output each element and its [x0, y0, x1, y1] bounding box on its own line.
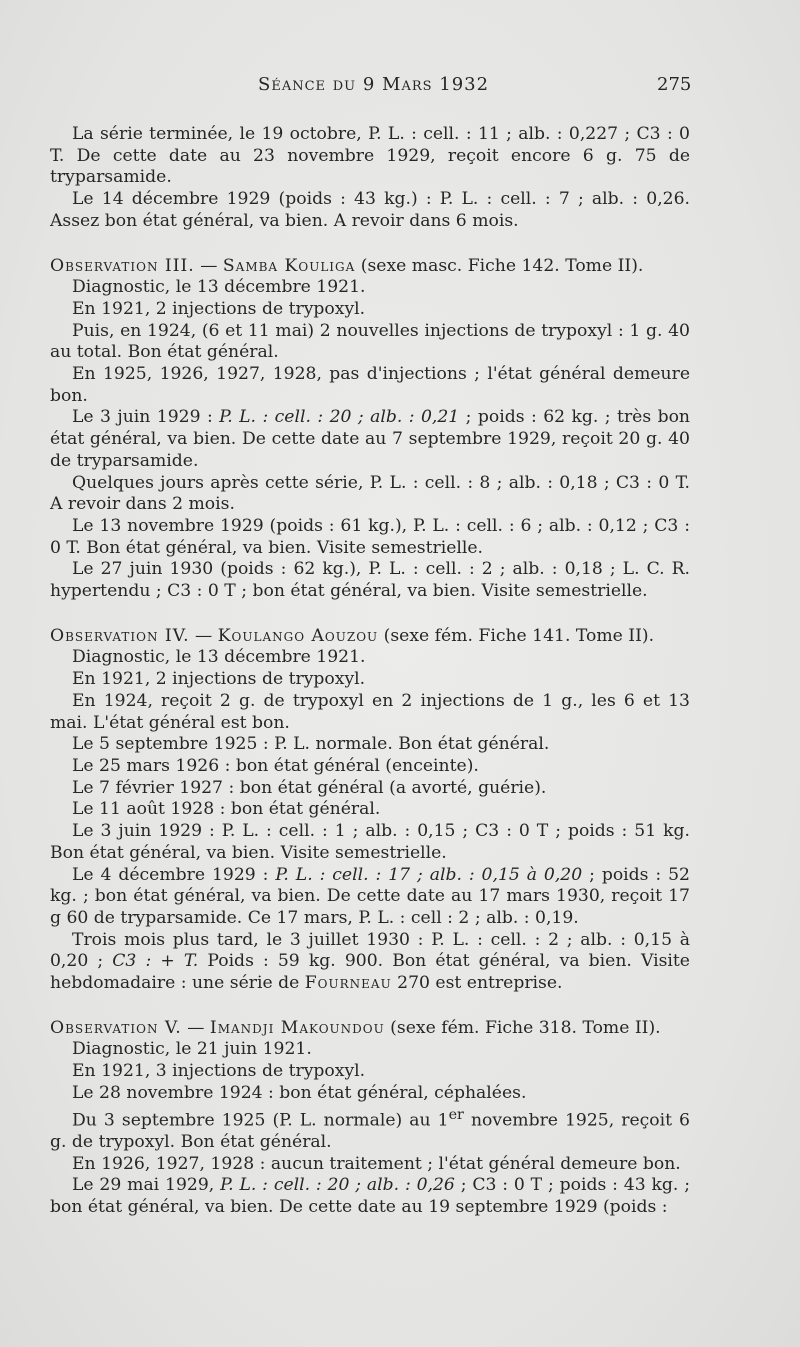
paragraph: Puis, en 1924, (6 et 11 mai) 2 nouvelles injections de trypoxyl : 1 g. 40 au total. Bon état général. — [50, 320, 690, 363]
italic-run: P. L. : cell. : 20 ; alb. : 0,26 — [220, 1175, 455, 1196]
text-run: Le 4 décembre 1929 : — [72, 864, 276, 885]
observation-4-heading — [50, 626, 690, 648]
italic-run: C3 : + T. — [112, 951, 199, 972]
paragraph — [50, 865, 690, 930]
body-text — [50, 124, 690, 1219]
italic-run: P. L. : cell. : 20 ; alb. : 0,21 — [219, 407, 460, 428]
small-caps-run: Fourneau — [304, 973, 392, 994]
dash: — — [181, 1017, 210, 1038]
text-run: ; poids : 62 kg. ; très bon état général, va bien. De cette date au 7 septembre 1929, reçoit 20 g. 40 de tryparsamide. — [50, 407, 690, 471]
paragraph — [50, 930, 690, 995]
running-head: Séance du 9 Mars 1932 — [258, 74, 490, 95]
paragraph: Le 27 juin 1930 (poids : 62 kg.), P. L. : cell. : 2 ; alb. : 0,18 ; L. C. R. hypertendu ; C3 : 0 T ; bon état général, va bien. Visite semestrielle. — [50, 559, 690, 602]
dash: — — [194, 255, 223, 276]
observation-3-heading — [50, 256, 690, 278]
text-run: novembre 1925, reçoit 6 g. de trypoxyl. Bon état général. — [50, 1110, 690, 1152]
heading-details: (sexe masc. Fiche 142. Tome II). — [355, 255, 644, 276]
paragraph: Le 11 août 1928 : bon état général. — [72, 799, 381, 820]
patient-name: Koulango Aouzou — [217, 625, 379, 646]
paragraph: Diagnostic, le 13 décembre 1921. — [72, 647, 366, 668]
paragraph: Diagnostic, le 21 juin 1921. — [72, 1039, 312, 1060]
paragraph: Le 25 mars 1926 : bon état général (enceinte). — [72, 755, 479, 776]
paragraph: Le 13 novembre 1929 (poids : 61 kg.), P. L. : cell. : 6 ; alb. : 0,12 ; C3 : 0 T. Bon état général, va bien. Visite semestrielle. — [50, 515, 690, 558]
text-run: Le 3 juin 1929 : — [72, 407, 220, 428]
paragraph: Le 7 février 1927 : bon état général (a avorté, guérie). — [72, 777, 547, 798]
text-run: ; C3 : 0 T ; poids : 43 kg. ; bon état général, va bien. De cette date au 19 septembre 1929 (poids : — [50, 1175, 690, 1218]
paragraph: La série terminée, le 19 octobre, P. L. : cell. : 11 ; alb. : 0,227 ; C3 : 0 T. De cette date au 23 novembre 1929, reçoit encore 6 g. 75 de tryparsamide. — [50, 124, 690, 188]
paragraph: Quelques jours après cette série, P. L. : cell. : 8 ; alb. : 0,18 ; C3 : 0 T. A revoir dans 2 mois. — [50, 472, 690, 515]
paragraph: En 1921, 3 injections de trypoxyl. — [72, 1061, 366, 1082]
text-run: Du 3 septembre 1925 (P. L. normale) au 1 — [72, 1110, 449, 1131]
text-run: ; poids : 52 kg. ; bon état général, va bien. De cette date au 17 mars 1930, reçoit 17 g 60 de tryparsamide. Ce 17 mars, P. L. : cell : 2 ; alb. : 0,19. — [50, 864, 690, 928]
heading-details: (sexe fém. Fiche 318. Tome II). — [384, 1017, 661, 1038]
paragraph — [50, 1105, 690, 1154]
dash: — — [189, 625, 218, 646]
paragraph: Le 14 décembre 1929 (poids : 43 kg.) : P. L. : cell. : 7 ; alb. : 0,26. Assez bon état général, va bien. A revoir dans 6 mois. — [50, 189, 690, 231]
observation-label: Observation III. — [50, 255, 195, 276]
patient-name: Imandji Makoundou — [209, 1017, 385, 1038]
paragraph — [50, 407, 690, 472]
heading-details: (sexe fém. Fiche 141. Tome II). — [378, 625, 655, 646]
text-run: 270 est entreprise. — [391, 973, 563, 994]
patient-name: Samba Kouliga — [222, 255, 356, 276]
text-run: Le 29 mai 1929, — [72, 1175, 221, 1196]
paragraph: En 1921, 2 injections de trypoxyl. — [72, 669, 366, 690]
paragraph — [50, 1175, 690, 1218]
text-run: Poids : 59 kg. 900. Bon état général, va bien. Visite hebdomadaire : une série de — [50, 951, 690, 994]
text-run: Trois mois plus tard, le 3 juillet 1930 : P. L. : cell. : 2 ; alb. : 0,15 à 0,20 ; — [50, 929, 690, 972]
italic-run: P. L. : cell. : 17 ; alb. : 0,15 à 0,20 — [275, 864, 583, 885]
paragraph: En 1921, 2 injections de trypoxyl. — [72, 298, 366, 319]
superscript: er — [448, 1106, 464, 1123]
observation-label: Observation IV. — [50, 625, 190, 646]
paragraph: Diagnostic, le 13 décembre 1921. — [72, 277, 366, 298]
paragraph: En 1926, 1927, 1928 : aucun traitement ; l'état général demeure bon. — [72, 1153, 681, 1174]
page-header — [0, 74, 800, 104]
paragraph: Le 5 septembre 1925 : P. L. normale. Bon état général. — [72, 734, 550, 755]
paragraph: Le 28 novembre 1924 : bon état général, céphalées. — [72, 1082, 527, 1103]
paragraph: En 1924, reçoit 2 g. de trypoxyl en 2 injections de 1 g., les 6 et 13 mai. L'état général est bon. — [50, 690, 690, 733]
paragraph: Le 3 juin 1929 : P. L. : cell. : 1 ; alb. : 0,15 ; C3 : 0 T ; poids : 51 kg. Bon état général, va bien. Visite semestrielle. — [50, 821, 690, 863]
paragraph: En 1925, 1926, 1927, 1928, pas d'injections ; l'état général demeure bon. — [50, 364, 690, 406]
page-number: 275 — [657, 74, 692, 95]
observation-label: Observation V. — [50, 1017, 182, 1038]
observation-5-heading — [50, 1018, 690, 1040]
